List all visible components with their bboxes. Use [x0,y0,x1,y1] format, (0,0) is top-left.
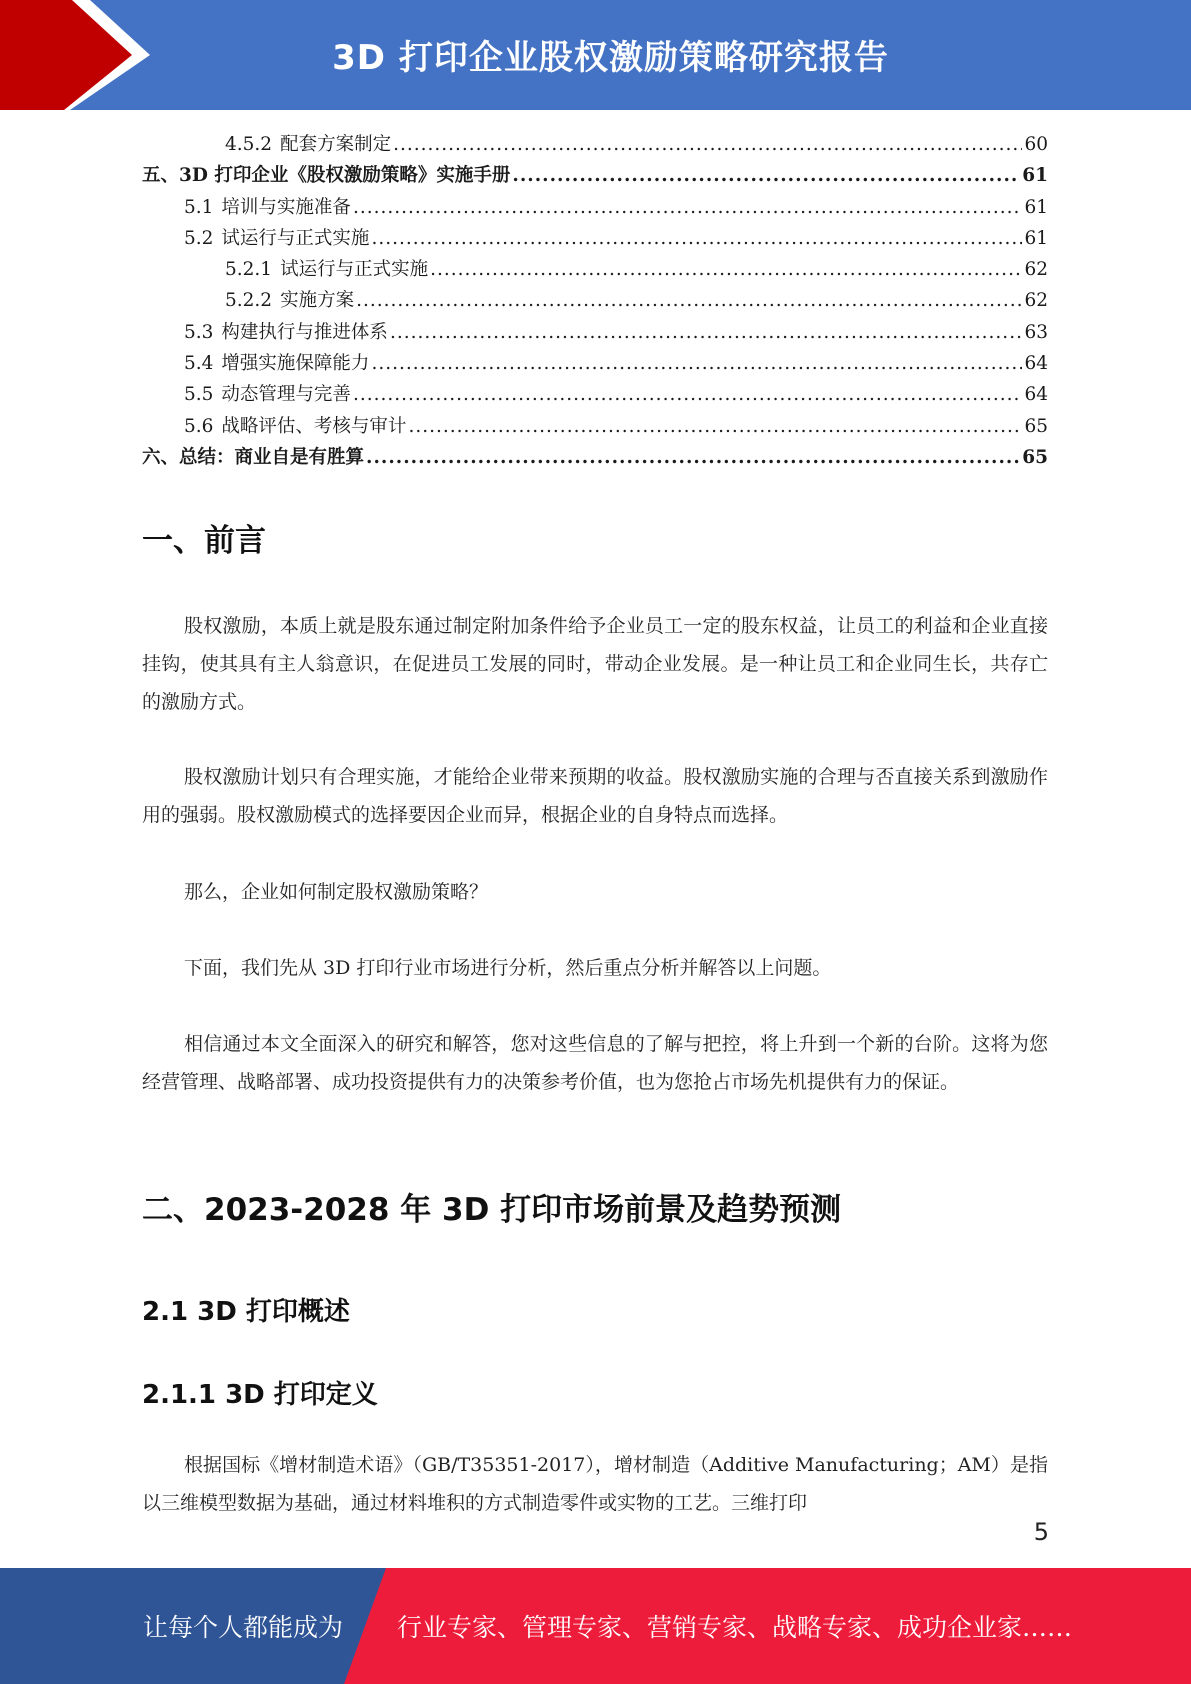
toc-leader-dots [512,165,1020,186]
toc-entry-number: 5.2 [184,227,214,249]
toc-entry-number: 5.1 [184,196,214,218]
toc-entry-label: 试运行与正式实施 [221,227,370,249]
toc-entry-page: 64 [1024,384,1048,406]
toc-entry-number: 5.2.2 [225,290,273,312]
preface-paragraph-4: 下面，我们先从 3D 打印行业市场进行分析，然后重点分析并解答以上问题。 [184,957,832,979]
toc-leader-dots [393,134,1022,155]
preface-paragraph-2: 股权激励计划只有合理实施，才能给企业带来预期的收益。股权激励实施的合理与否直接关系到激励作用的强弱。股权激励模式的选择要因企业而异，根据企业的自身特点而选择。 [142,766,1048,826]
toc-entry-page: 60 [1024,134,1048,155]
toc-entry-number: 5.2.1 [225,259,273,281]
toc-entry-page: 65 [1022,446,1048,468]
toc-leader-dots [430,259,1022,280]
toc-leader-dots [371,228,1022,249]
toc-entry-label: 培训与实施准备 [221,196,351,218]
toc-entry-label: 战略评估、考核与审计 [221,415,407,437]
preface-paragraph-1: 股权激励，本质上就是股东通过制定附加条件给予企业员工一定的股东权益，让员工的利益和企业直接挂钩，使其具有主人翁意识，在促进员工发展的同时，带动企业发展。是一种让员工和企业同生长，共存亡的激励方式。 [142,615,1048,713]
toc-leader-dots [356,290,1022,311]
toc-entry-label: 增强实施保障能力 [221,353,370,375]
toc-entry-number: 5.4 [184,353,214,375]
toc-entry-number: 5.3 [184,321,214,343]
toc-entry-page: 62 [1024,290,1048,312]
toc-entry[interactable] [142,349,1048,380]
toc-leader-dots [371,353,1022,374]
toc-entry-number: 5.6 [184,415,214,437]
page-footer [0,1568,1191,1684]
toc-entry-page: 62 [1024,259,1048,281]
toc-entry-page: 63 [1024,321,1048,343]
footer-slogan-left: 让每个人都能成为 [143,1613,344,1642]
preface-paragraph-3: 那么，企业如何制定股权激励策略？ [184,881,489,903]
page-number: 5 [1033,1518,1049,1546]
toc-entry[interactable] [142,443,1048,474]
toc-entry-page: 61 [1024,227,1048,249]
toc-entry-label: 试运行与正式实施 [280,259,429,281]
toc-leader-dots [366,447,1020,468]
toc-entry[interactable] [142,286,1048,317]
toc-entry-number: 六、 [142,446,180,468]
toc-entry-number: 4.5.2 [225,134,273,155]
section-2-1-1-paragraph: 根据国标《增材制造术语》（GB/T35351-2017），增材制造（Additive Manufacturing；AM）是指以三维模型数据为基础，通过材料堆积的方式制造零件或实物的工艺。三维打印 [142,1454,1048,1514]
toc-entry-number: 5.5 [184,384,214,406]
toc-leader-dots [408,416,1022,437]
toc-entry-page: 61 [1022,165,1048,187]
toc-entry-label: 配套方案制定 [280,134,392,155]
toc-entry-page: 61 [1024,196,1048,218]
toc-entry[interactable] [142,255,1048,286]
toc-entry[interactable] [142,193,1048,224]
toc-entry[interactable] [142,224,1048,255]
toc-entry-label: 动态管理与完善 [221,384,351,406]
page-header [0,0,1191,110]
toc-entry-label: 3D 打印企业《股权激励策略》实施手册 [179,165,511,187]
toc-entry-page: 65 [1024,415,1048,437]
toc-entry-label: 构建执行与推进体系 [221,321,388,343]
toc-entry-page: 64 [1024,353,1048,375]
table-of-contents [142,130,1048,474]
toc-entry[interactable] [142,130,1048,161]
section-2-1-1-heading: 2.1.1 3D 打印定义 [142,1380,378,1410]
preface-heading: 一、前言 [142,523,266,559]
toc-entry[interactable] [142,318,1048,349]
footer-slogan-right: 行业专家、管理专家、营销专家、战略专家、成功企业家…… [397,1613,1073,1642]
toc-entry-number: 五、 [142,165,180,187]
toc-leader-dots [353,197,1023,218]
toc-leader-dots [353,384,1023,405]
toc-entry-label: 总结：商业自是有胜算 [179,446,365,468]
toc-entry-label: 实施方案 [280,290,355,312]
toc-entry[interactable] [142,161,1048,192]
header-title: 3D 打印企业股权激励策略研究报告 [332,38,889,78]
toc-leader-dots [390,322,1023,343]
chapter2-heading: 二、2023-2028 年 3D 打印市场前景及趋势预测 [142,1192,842,1228]
section-2-1-heading: 2.1 3D 打印概述 [142,1297,350,1327]
toc-entry[interactable] [142,412,1048,443]
preface-paragraph-5: 相信通过本文全面深入的研究和解答，您对这些信息的了解与把控，将上升到一个新的台阶。这将为您经营管理、战略部署、成功投资提供有力的决策参考价值，也为您抢占市场先机提供有力的保证。 [142,1033,1048,1093]
toc-entry[interactable] [142,380,1048,411]
